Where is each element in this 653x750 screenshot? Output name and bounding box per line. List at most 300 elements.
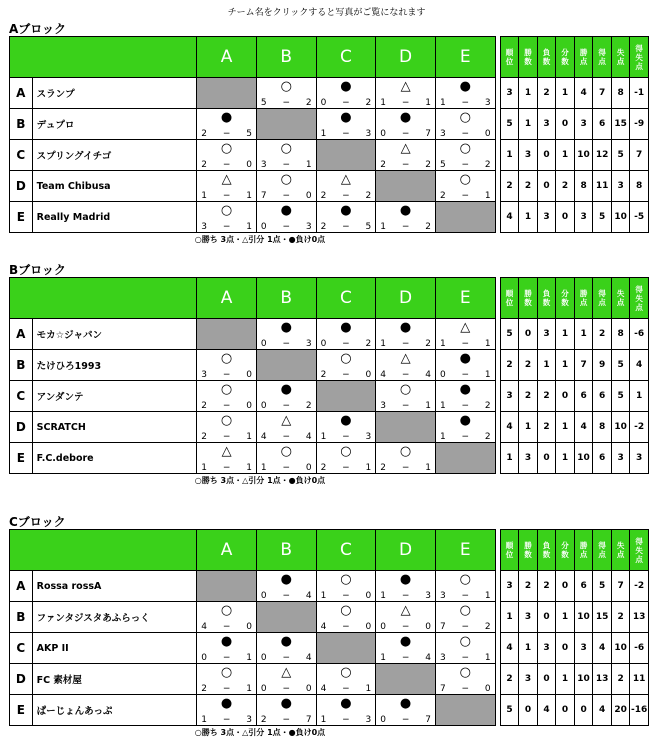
stat-goals-against: 2 bbox=[611, 602, 630, 633]
stat-header-goal-diff: 得 失 点 bbox=[630, 37, 649, 78]
match-result-cell bbox=[376, 443, 436, 474]
stat-goals-for: 15 bbox=[593, 602, 612, 633]
column-header-e: E bbox=[435, 37, 495, 78]
stat-header-goals-against: 失 点 bbox=[611, 530, 630, 571]
score-dash: − bbox=[342, 339, 350, 349]
loss-dot-icon: ● bbox=[280, 320, 292, 335]
score-home: 2 bbox=[380, 160, 386, 170]
team-name-link[interactable]: スプリングイチゴ bbox=[32, 140, 197, 171]
stat-points: 10 bbox=[574, 443, 593, 474]
score-home: 3 bbox=[201, 222, 207, 232]
score-dash: − bbox=[401, 463, 410, 473]
team-name-link[interactable]: アンダンテ bbox=[32, 381, 197, 412]
score-dash: − bbox=[342, 432, 350, 442]
score-home: 0 bbox=[260, 339, 267, 349]
row-letter: B bbox=[10, 602, 33, 633]
stat-points: 10 bbox=[574, 140, 593, 171]
score-away: 1 bbox=[484, 591, 491, 601]
self-match-cell bbox=[256, 109, 316, 140]
table-row bbox=[10, 140, 649, 171]
stat-points: 7 bbox=[574, 350, 593, 381]
score-dash: − bbox=[222, 129, 231, 139]
score-dash: − bbox=[401, 591, 410, 601]
stat-wins: 2 bbox=[519, 350, 538, 381]
stat-goals-against: 10 bbox=[611, 633, 630, 664]
score-dash: − bbox=[342, 715, 350, 725]
match-score bbox=[317, 432, 376, 442]
score-dash: − bbox=[282, 191, 291, 201]
match-result-cell bbox=[197, 350, 257, 381]
score-home: 2 bbox=[201, 160, 207, 170]
match-result-cell bbox=[435, 319, 495, 350]
match-result-cell bbox=[376, 350, 436, 381]
stat-goal-diff: -2 bbox=[630, 412, 649, 443]
score-dash: − bbox=[282, 222, 291, 232]
stat-goal-diff: 4 bbox=[630, 350, 649, 381]
match-result-cell bbox=[435, 109, 495, 140]
loss-dot-icon: ● bbox=[220, 696, 233, 711]
match-result-cell bbox=[256, 202, 316, 233]
score-dash: − bbox=[401, 160, 410, 170]
stat-draws: 1 bbox=[556, 443, 575, 474]
loss-dot-icon: ● bbox=[340, 110, 352, 125]
match-score bbox=[376, 591, 435, 601]
score-away: 1 bbox=[246, 222, 252, 232]
score-dash: − bbox=[342, 98, 350, 108]
stat-goal-diff: 3 bbox=[630, 443, 649, 474]
stat-header-goal-diff: 得 失 点 bbox=[630, 278, 649, 319]
self-match-cell bbox=[316, 381, 376, 412]
win-circle-icon: ○ bbox=[340, 572, 352, 587]
stat-goal-diff: -5 bbox=[630, 202, 649, 233]
score-home: 4 bbox=[380, 370, 386, 380]
stat-goals-for: 12 bbox=[593, 140, 612, 171]
row-letter: D bbox=[10, 412, 33, 443]
loss-dot-icon: ● bbox=[399, 572, 412, 587]
self-match-cell bbox=[197, 571, 257, 602]
stat-points: 4 bbox=[574, 412, 593, 443]
score-dash: − bbox=[222, 401, 231, 411]
self-match-cell bbox=[197, 319, 257, 350]
match-result-cell bbox=[316, 664, 376, 695]
score-home: 2 bbox=[201, 401, 207, 411]
team-name-link[interactable]: ぱーじょんあっぷ bbox=[32, 695, 197, 726]
score-home: 0 bbox=[260, 591, 267, 601]
stat-draws: 1 bbox=[556, 78, 575, 109]
score-away: 0 bbox=[305, 684, 312, 694]
stat-header-rank: 順 位 bbox=[500, 37, 519, 78]
score-dash: − bbox=[461, 191, 470, 201]
match-score bbox=[317, 129, 376, 139]
draw-triangle-icon: △ bbox=[340, 172, 351, 187]
header-row bbox=[10, 278, 649, 319]
self-match-cell bbox=[197, 78, 257, 109]
score-home: 1 bbox=[201, 191, 207, 201]
score-dash: − bbox=[461, 98, 470, 108]
stat-goals-against: 2 bbox=[611, 664, 630, 695]
score-home: 0 bbox=[260, 684, 267, 694]
score-home: 0 bbox=[380, 622, 386, 632]
team-name-link[interactable]: たけひろ1993 bbox=[32, 350, 197, 381]
score-dash: − bbox=[282, 715, 291, 725]
score-home: 0 bbox=[260, 653, 267, 663]
match-result-cell bbox=[256, 443, 316, 474]
column-header-e: E bbox=[435, 278, 495, 319]
match-result-cell bbox=[256, 664, 316, 695]
team-name-link[interactable]: SCRATCH bbox=[32, 412, 197, 443]
draw-triangle-icon: △ bbox=[460, 320, 471, 335]
match-score bbox=[317, 622, 376, 632]
match-score bbox=[257, 684, 316, 694]
win-circle-icon: ○ bbox=[399, 382, 412, 397]
score-dash: − bbox=[401, 222, 410, 232]
score-dash: − bbox=[461, 622, 470, 632]
team-name-link[interactable]: FC 素材屋 bbox=[32, 664, 197, 695]
stat-draws: 0 bbox=[556, 633, 575, 664]
stat-losses: 1 bbox=[537, 350, 556, 381]
score-away: 1 bbox=[246, 684, 252, 694]
score-away: 0 bbox=[365, 591, 372, 601]
score-home: 0 bbox=[320, 98, 327, 108]
match-score bbox=[317, 222, 376, 232]
row-letter: A bbox=[10, 78, 33, 109]
score-away: 3 bbox=[305, 222, 312, 232]
team-name-link[interactable]: Rossa rossA bbox=[32, 571, 197, 602]
stat-goals-against: 10 bbox=[611, 202, 630, 233]
team-name-link[interactable]: AKP II bbox=[32, 633, 197, 664]
score-home: 1 bbox=[380, 591, 386, 601]
stat-goals-against: 20 bbox=[611, 695, 630, 726]
score-away: 0 bbox=[484, 129, 491, 139]
score-away: 1 bbox=[365, 684, 372, 694]
win-circle-icon: ○ bbox=[340, 351, 352, 366]
score-away: 3 bbox=[305, 339, 312, 349]
score-away: 4 bbox=[425, 370, 431, 380]
stat-points: 3 bbox=[574, 109, 593, 140]
score-dash: − bbox=[282, 591, 291, 601]
match-score bbox=[257, 401, 316, 411]
stat-draws: 1 bbox=[556, 350, 575, 381]
match-result-cell bbox=[376, 202, 436, 233]
score-away: 1 bbox=[246, 432, 252, 442]
stat-rank: 4 bbox=[500, 633, 519, 664]
result-legend: ○勝ち 3点・△引分 1点・●負け0点 bbox=[194, 476, 326, 485]
match-result-cell bbox=[376, 602, 436, 633]
score-dash: − bbox=[342, 622, 350, 632]
score-away: 3 bbox=[365, 715, 372, 725]
stat-goals-for: 5 bbox=[593, 202, 612, 233]
draw-triangle-icon: △ bbox=[400, 603, 411, 618]
stat-draws: 0 bbox=[556, 202, 575, 233]
match-score bbox=[257, 432, 316, 442]
match-result-cell bbox=[316, 78, 376, 109]
team-name-link[interactable]: モカ☆ジャパン bbox=[32, 319, 197, 350]
score-home: 2 bbox=[260, 715, 267, 725]
match-score bbox=[197, 370, 256, 380]
score-away: 2 bbox=[365, 191, 372, 201]
win-circle-icon: ○ bbox=[220, 382, 233, 397]
team-name-link[interactable]: デュプロ bbox=[32, 109, 197, 140]
team-name-link[interactable]: スランプ bbox=[32, 78, 197, 109]
match-score bbox=[436, 129, 495, 139]
self-match-cell bbox=[376, 412, 436, 443]
score-home: 2 bbox=[320, 191, 327, 201]
column-header-d: D bbox=[376, 37, 436, 78]
block-title: Aブロック bbox=[9, 22, 67, 36]
match-score bbox=[317, 463, 376, 473]
match-score bbox=[436, 684, 495, 694]
score-away: 2 bbox=[305, 401, 312, 411]
team-name-link[interactable]: Team Chibusa bbox=[32, 171, 197, 202]
stat-draws: 0 bbox=[556, 571, 575, 602]
stat-wins: 3 bbox=[519, 140, 538, 171]
score-away: 0 bbox=[365, 370, 372, 380]
score-away: 1 bbox=[484, 370, 491, 380]
match-result-cell bbox=[197, 664, 257, 695]
match-result-cell bbox=[256, 381, 316, 412]
match-result-cell bbox=[197, 381, 257, 412]
table-row bbox=[10, 109, 649, 140]
match-score bbox=[257, 591, 316, 601]
stat-rank: 1 bbox=[500, 140, 519, 171]
win-circle-icon: ○ bbox=[340, 665, 352, 680]
score-home: 1 bbox=[380, 222, 386, 232]
stat-goal-diff: -6 bbox=[630, 319, 649, 350]
loss-dot-icon: ● bbox=[340, 413, 352, 428]
score-away: 1 bbox=[425, 401, 431, 411]
table-row bbox=[10, 695, 649, 726]
win-circle-icon: ○ bbox=[459, 572, 471, 587]
stat-rank: 1 bbox=[500, 602, 519, 633]
stat-losses: 4 bbox=[537, 695, 556, 726]
score-away: 1 bbox=[246, 191, 252, 201]
stat-rank: 2 bbox=[500, 350, 519, 381]
column-header-c: C bbox=[316, 530, 376, 571]
score-away: 2 bbox=[484, 160, 491, 170]
row-letter: C bbox=[10, 140, 33, 171]
match-result-cell bbox=[435, 78, 495, 109]
score-dash: − bbox=[401, 129, 410, 139]
score-away: 0 bbox=[246, 622, 252, 632]
win-circle-icon: ○ bbox=[220, 351, 233, 366]
match-result-cell bbox=[435, 602, 495, 633]
stat-goal-diff: -2 bbox=[630, 571, 649, 602]
score-dash: − bbox=[461, 591, 470, 601]
score-dash: − bbox=[461, 160, 470, 170]
score-home: 3 bbox=[439, 653, 446, 663]
stat-goals-for: 6 bbox=[593, 109, 612, 140]
score-away: 2 bbox=[484, 401, 491, 411]
stat-points: 3 bbox=[574, 633, 593, 664]
row-letter: E bbox=[10, 202, 33, 233]
win-circle-icon: ○ bbox=[340, 603, 352, 618]
stat-goals-for: 6 bbox=[593, 443, 612, 474]
score-dash: − bbox=[401, 622, 410, 632]
stat-goal-diff: -9 bbox=[630, 109, 649, 140]
match-result-cell bbox=[316, 202, 376, 233]
match-result-cell bbox=[376, 571, 436, 602]
stat-draws: 1 bbox=[556, 140, 575, 171]
win-circle-icon: ○ bbox=[459, 603, 471, 618]
stat-header-draws: 分 数 bbox=[556, 278, 575, 319]
column-header-b: B bbox=[256, 530, 316, 571]
match-score bbox=[436, 401, 495, 411]
stat-goal-diff: 1 bbox=[630, 381, 649, 412]
match-result-cell bbox=[256, 319, 316, 350]
stat-losses: 0 bbox=[537, 664, 556, 695]
team-name-link[interactable]: Really Madrid bbox=[32, 202, 197, 233]
match-result-cell bbox=[316, 412, 376, 443]
score-home: 4 bbox=[320, 684, 327, 694]
stat-rank: 3 bbox=[500, 571, 519, 602]
score-dash: − bbox=[282, 160, 291, 170]
match-score bbox=[376, 622, 435, 632]
match-score bbox=[197, 622, 256, 632]
win-circle-icon: ○ bbox=[459, 141, 471, 156]
match-score bbox=[197, 129, 256, 139]
match-score bbox=[376, 160, 435, 170]
win-circle-icon: ○ bbox=[399, 444, 412, 459]
score-dash: − bbox=[461, 653, 470, 663]
stat-losses: 0 bbox=[537, 140, 556, 171]
stat-goals-for: 13 bbox=[593, 664, 612, 695]
column-header-e: E bbox=[435, 530, 495, 571]
score-dash: − bbox=[461, 432, 470, 442]
score-home: 2 bbox=[201, 129, 207, 139]
loss-dot-icon: ● bbox=[399, 634, 412, 649]
match-score bbox=[317, 715, 376, 725]
block-title: Cブロック bbox=[9, 515, 66, 529]
match-score bbox=[376, 222, 435, 232]
stat-goal-diff: -1 bbox=[630, 78, 649, 109]
stat-header-draws: 分 数 bbox=[556, 37, 575, 78]
score-home: 0 bbox=[380, 715, 386, 725]
loss-dot-icon: ● bbox=[399, 203, 412, 218]
stat-wins: 2 bbox=[519, 571, 538, 602]
stat-goals-against: 7 bbox=[611, 571, 630, 602]
stat-goals-against: 8 bbox=[611, 319, 630, 350]
stat-rank: 4 bbox=[500, 412, 519, 443]
stat-losses: 0 bbox=[537, 171, 556, 202]
score-home: 0 bbox=[320, 339, 327, 349]
stat-wins: 3 bbox=[519, 443, 538, 474]
score-away: 5 bbox=[365, 222, 372, 232]
score-away: 4 bbox=[305, 591, 312, 601]
match-result-cell bbox=[435, 412, 495, 443]
stat-wins: 1 bbox=[519, 109, 538, 140]
column-header-d: D bbox=[376, 278, 436, 319]
team-name-link[interactable]: ファンタジスタあふらっく bbox=[32, 602, 197, 633]
score-home: 3 bbox=[260, 160, 267, 170]
score-home: 1 bbox=[439, 432, 446, 442]
loss-dot-icon: ● bbox=[280, 203, 292, 218]
stat-header-goals-against: 失 点 bbox=[611, 278, 630, 319]
column-header-b: B bbox=[256, 278, 316, 319]
stat-goal-diff: 7 bbox=[630, 140, 649, 171]
score-home: 0 bbox=[439, 370, 446, 380]
win-circle-icon: ○ bbox=[220, 665, 233, 680]
score-dash: − bbox=[401, 98, 410, 108]
stat-header-goals-for: 得 点 bbox=[593, 530, 612, 571]
score-away: 2 bbox=[425, 339, 431, 349]
score-away: 7 bbox=[305, 715, 312, 725]
table-row bbox=[10, 664, 649, 695]
score-away: 1 bbox=[365, 463, 372, 473]
score-dash: − bbox=[461, 370, 470, 380]
stat-header-goals-for: 得 点 bbox=[593, 278, 612, 319]
match-result-cell bbox=[197, 109, 257, 140]
score-dash: − bbox=[401, 401, 410, 411]
stat-goals-for: 9 bbox=[593, 350, 612, 381]
loss-dot-icon: ● bbox=[399, 110, 412, 125]
loss-dot-icon: ● bbox=[399, 696, 412, 711]
loss-dot-icon: ● bbox=[220, 110, 233, 125]
score-away: 3 bbox=[246, 715, 252, 725]
score-home: 4 bbox=[320, 622, 327, 632]
score-home: 2 bbox=[380, 463, 386, 473]
win-circle-icon: ○ bbox=[220, 141, 233, 156]
match-result-cell bbox=[197, 443, 257, 474]
match-result-cell bbox=[256, 78, 316, 109]
stat-header-wins: 勝 数 bbox=[519, 530, 538, 571]
stat-goals-against: 5 bbox=[611, 140, 630, 171]
score-dash: − bbox=[222, 191, 231, 201]
score-away: 0 bbox=[246, 401, 252, 411]
score-away: 0 bbox=[305, 191, 312, 201]
win-circle-icon: ○ bbox=[220, 203, 233, 218]
match-result-cell bbox=[197, 140, 257, 171]
match-result-cell bbox=[316, 443, 376, 474]
match-score bbox=[436, 160, 495, 170]
win-circle-icon: ○ bbox=[459, 110, 471, 125]
match-result-cell bbox=[376, 319, 436, 350]
loss-dot-icon: ● bbox=[280, 696, 292, 711]
row-letter: D bbox=[10, 664, 33, 695]
stat-losses: 2 bbox=[537, 571, 556, 602]
win-circle-icon: ○ bbox=[459, 665, 471, 680]
team-name-link[interactable]: F.C.debore bbox=[32, 443, 197, 474]
score-dash: − bbox=[342, 191, 350, 201]
stat-header-wins: 勝 数 bbox=[519, 278, 538, 319]
score-dash: − bbox=[282, 98, 291, 108]
score-dash: − bbox=[461, 339, 470, 349]
match-score bbox=[436, 191, 495, 201]
score-dash: − bbox=[222, 684, 231, 694]
score-home: 3 bbox=[439, 591, 446, 601]
match-score bbox=[436, 339, 495, 349]
self-match-cell bbox=[256, 350, 316, 381]
stat-goals-against: 10 bbox=[611, 412, 630, 443]
score-away: 1 bbox=[484, 191, 491, 201]
match-score bbox=[257, 222, 316, 232]
stat-draws: 0 bbox=[556, 109, 575, 140]
score-dash: − bbox=[401, 653, 410, 663]
match-result-cell bbox=[256, 571, 316, 602]
stat-rank: 2 bbox=[500, 171, 519, 202]
match-score bbox=[436, 622, 495, 632]
score-dash: − bbox=[282, 339, 291, 349]
score-dash: − bbox=[401, 715, 410, 725]
self-match-cell bbox=[316, 140, 376, 171]
score-home: 3 bbox=[201, 370, 207, 380]
match-score bbox=[376, 715, 435, 725]
win-circle-icon: ○ bbox=[280, 444, 292, 459]
table-row bbox=[10, 443, 649, 474]
stat-draws: 1 bbox=[556, 319, 575, 350]
match-score bbox=[257, 653, 316, 663]
stat-rank: 3 bbox=[500, 78, 519, 109]
table-row bbox=[10, 319, 649, 350]
